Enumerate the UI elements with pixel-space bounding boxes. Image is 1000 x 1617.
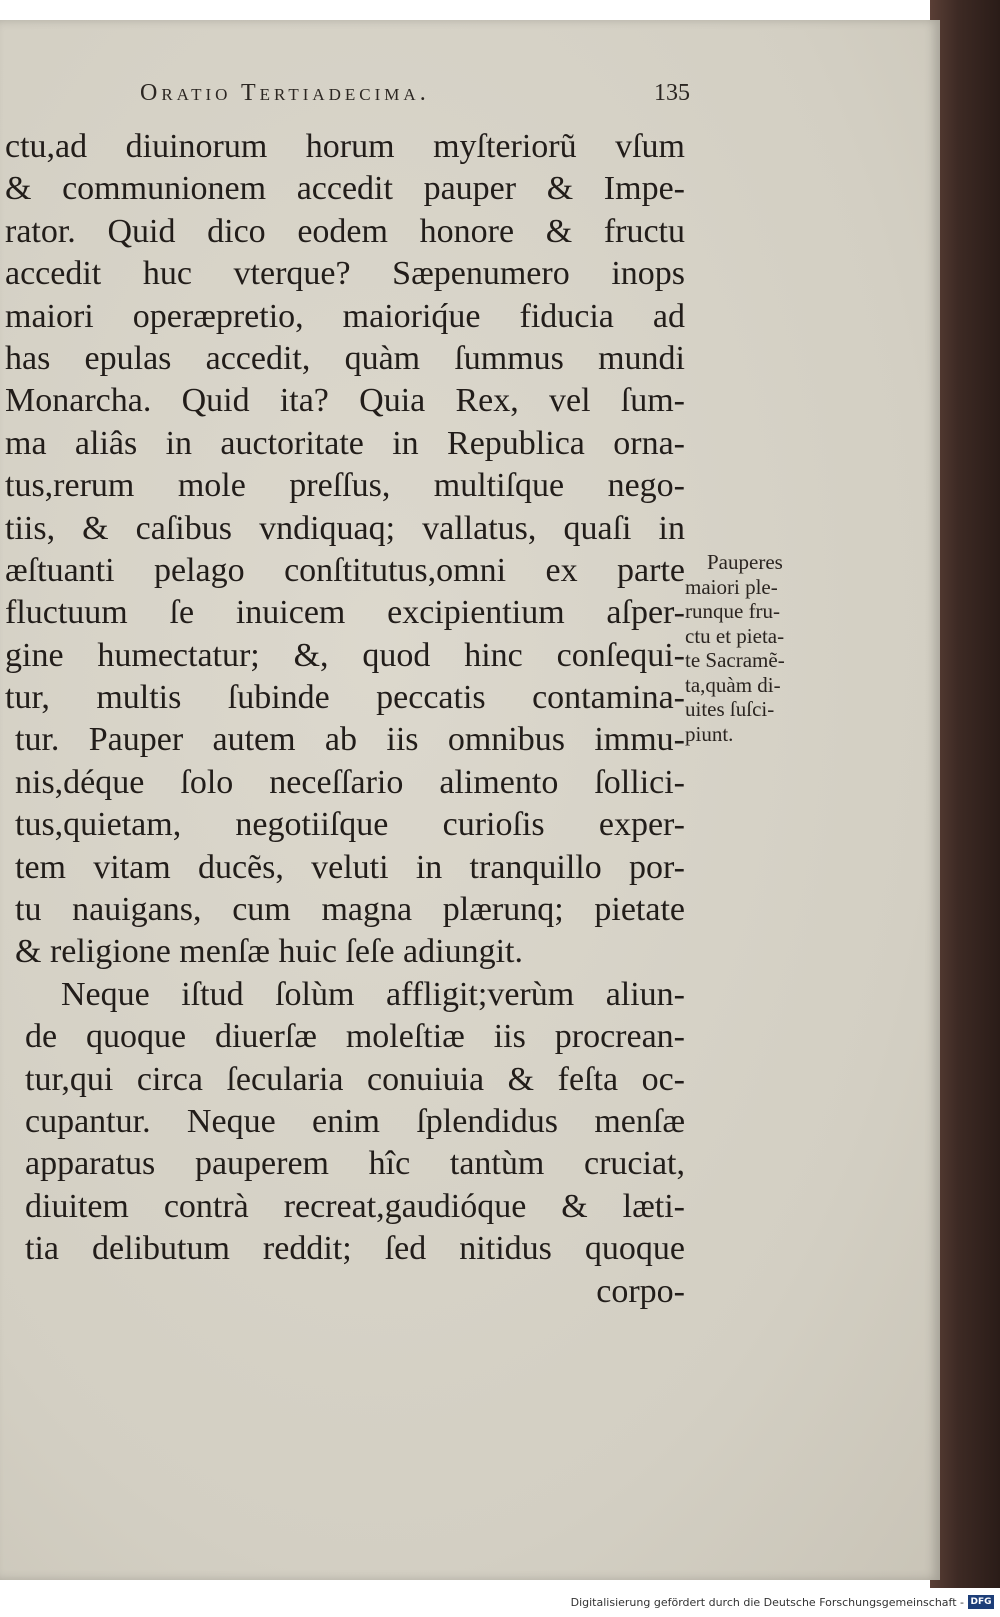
book-edge: [930, 0, 1000, 1588]
text-line: rator. Quid dico eodem honore & fructu: [5, 212, 685, 250]
marginal-note-line: uites ſuſci-: [685, 697, 775, 721]
text-line: diuitem contrà recreat,gaudióque & læti-: [25, 1187, 685, 1225]
text-line: & communionem accedit pauper & Impe-: [5, 170, 685, 208]
text-line: nis,déque ſolo neceſſario alimento ſollici-: [15, 763, 685, 801]
marginal-note-line: maiori ple-: [685, 574, 778, 599]
body-text: [5, 126, 685, 1313]
running-head-title: Oratio Tertiadecima.: [140, 80, 430, 106]
text-line: tur. Pauper autem ab iis omnibus immu-: [15, 721, 685, 759]
text-line: Monarcha. Quid ita? Quia Rex, vel ſum-: [5, 382, 685, 420]
footer-bar: [0, 1592, 1000, 1617]
text-line: ctu,ad diuinorum horum myſteriorũ vſum: [5, 128, 685, 165]
text-line: æſtuanti pelago conſtitutus,omni ex parte: [5, 551, 685, 589]
text-line: tu nauigans, cum magna plærunq; pietate: [15, 891, 685, 929]
text-line: tem vitam ducẽs, veluti in tranquillo por-: [15, 848, 685, 886]
marginal-note-line: Pauperes: [707, 550, 783, 574]
page-number: 135: [654, 80, 690, 106]
marginal-note-line: ctu et pieta-: [685, 623, 785, 648]
text-line: ma aliâs in auctoritate in Republica orna-: [5, 424, 685, 462]
catchword: corpo-: [596, 1272, 685, 1310]
text-line: Neque iſtud ſolùm affligit;verùm aliun-: [61, 975, 685, 1013]
funding-credit: Digitalisierung gefördert durch die Deutsche Forschungsgemeinschaft -: [570, 1596, 964, 1609]
text-line: tia delibutum reddit; ſed nitidus quoque: [25, 1230, 685, 1268]
dfg-logo: DFG: [968, 1595, 994, 1609]
text-line: tiis, & caſibus vndiquaq; vallatus, quaſi in: [5, 509, 685, 547]
marginal-note-line: runque fru-: [685, 599, 781, 623]
text-line: gine humectatur; &, quod hinc conſequi-: [5, 636, 685, 674]
text-line: maiori operæpretio, maioriq́ue fiducia ad: [5, 297, 685, 335]
running-head: [130, 80, 690, 120]
marginal-note: [685, 550, 840, 746]
text-line: cupantur. Neque enim ſplendidus menſæ: [25, 1102, 685, 1140]
marginal-note-line: piunt.: [685, 721, 734, 746]
text-line: tus,rerum mole preſſus, multiſque nego-: [5, 467, 685, 505]
text-line: accedit huc vterque? Sæpenumero inops: [5, 255, 685, 293]
text-line: fluctuum ſe inuicem excipientium aſper-: [5, 594, 685, 632]
text-line: tus,quietam, negotiiſque curioſis exper-: [15, 806, 685, 844]
text-line: & religione menſæ huic ſeſe adiungit.: [15, 933, 523, 971]
marginal-note-line: te Sacramẽ-: [685, 648, 785, 672]
text-line: tur,qui circa ſecularia conuiuia & feſta oc-: [25, 1060, 685, 1098]
text-line: has epulas accedit, quàm ſummus mundi: [5, 339, 685, 377]
text-line: de quoque diuerſæ moleſtiæ iis procrean-: [25, 1018, 685, 1056]
text-line: tur, multis ſubinde peccatis contamina-: [5, 679, 685, 717]
text-line: apparatus pauperem hîc tantùm cruciat,: [25, 1145, 685, 1183]
marginal-note-line: ta,quàm di-: [685, 672, 781, 697]
